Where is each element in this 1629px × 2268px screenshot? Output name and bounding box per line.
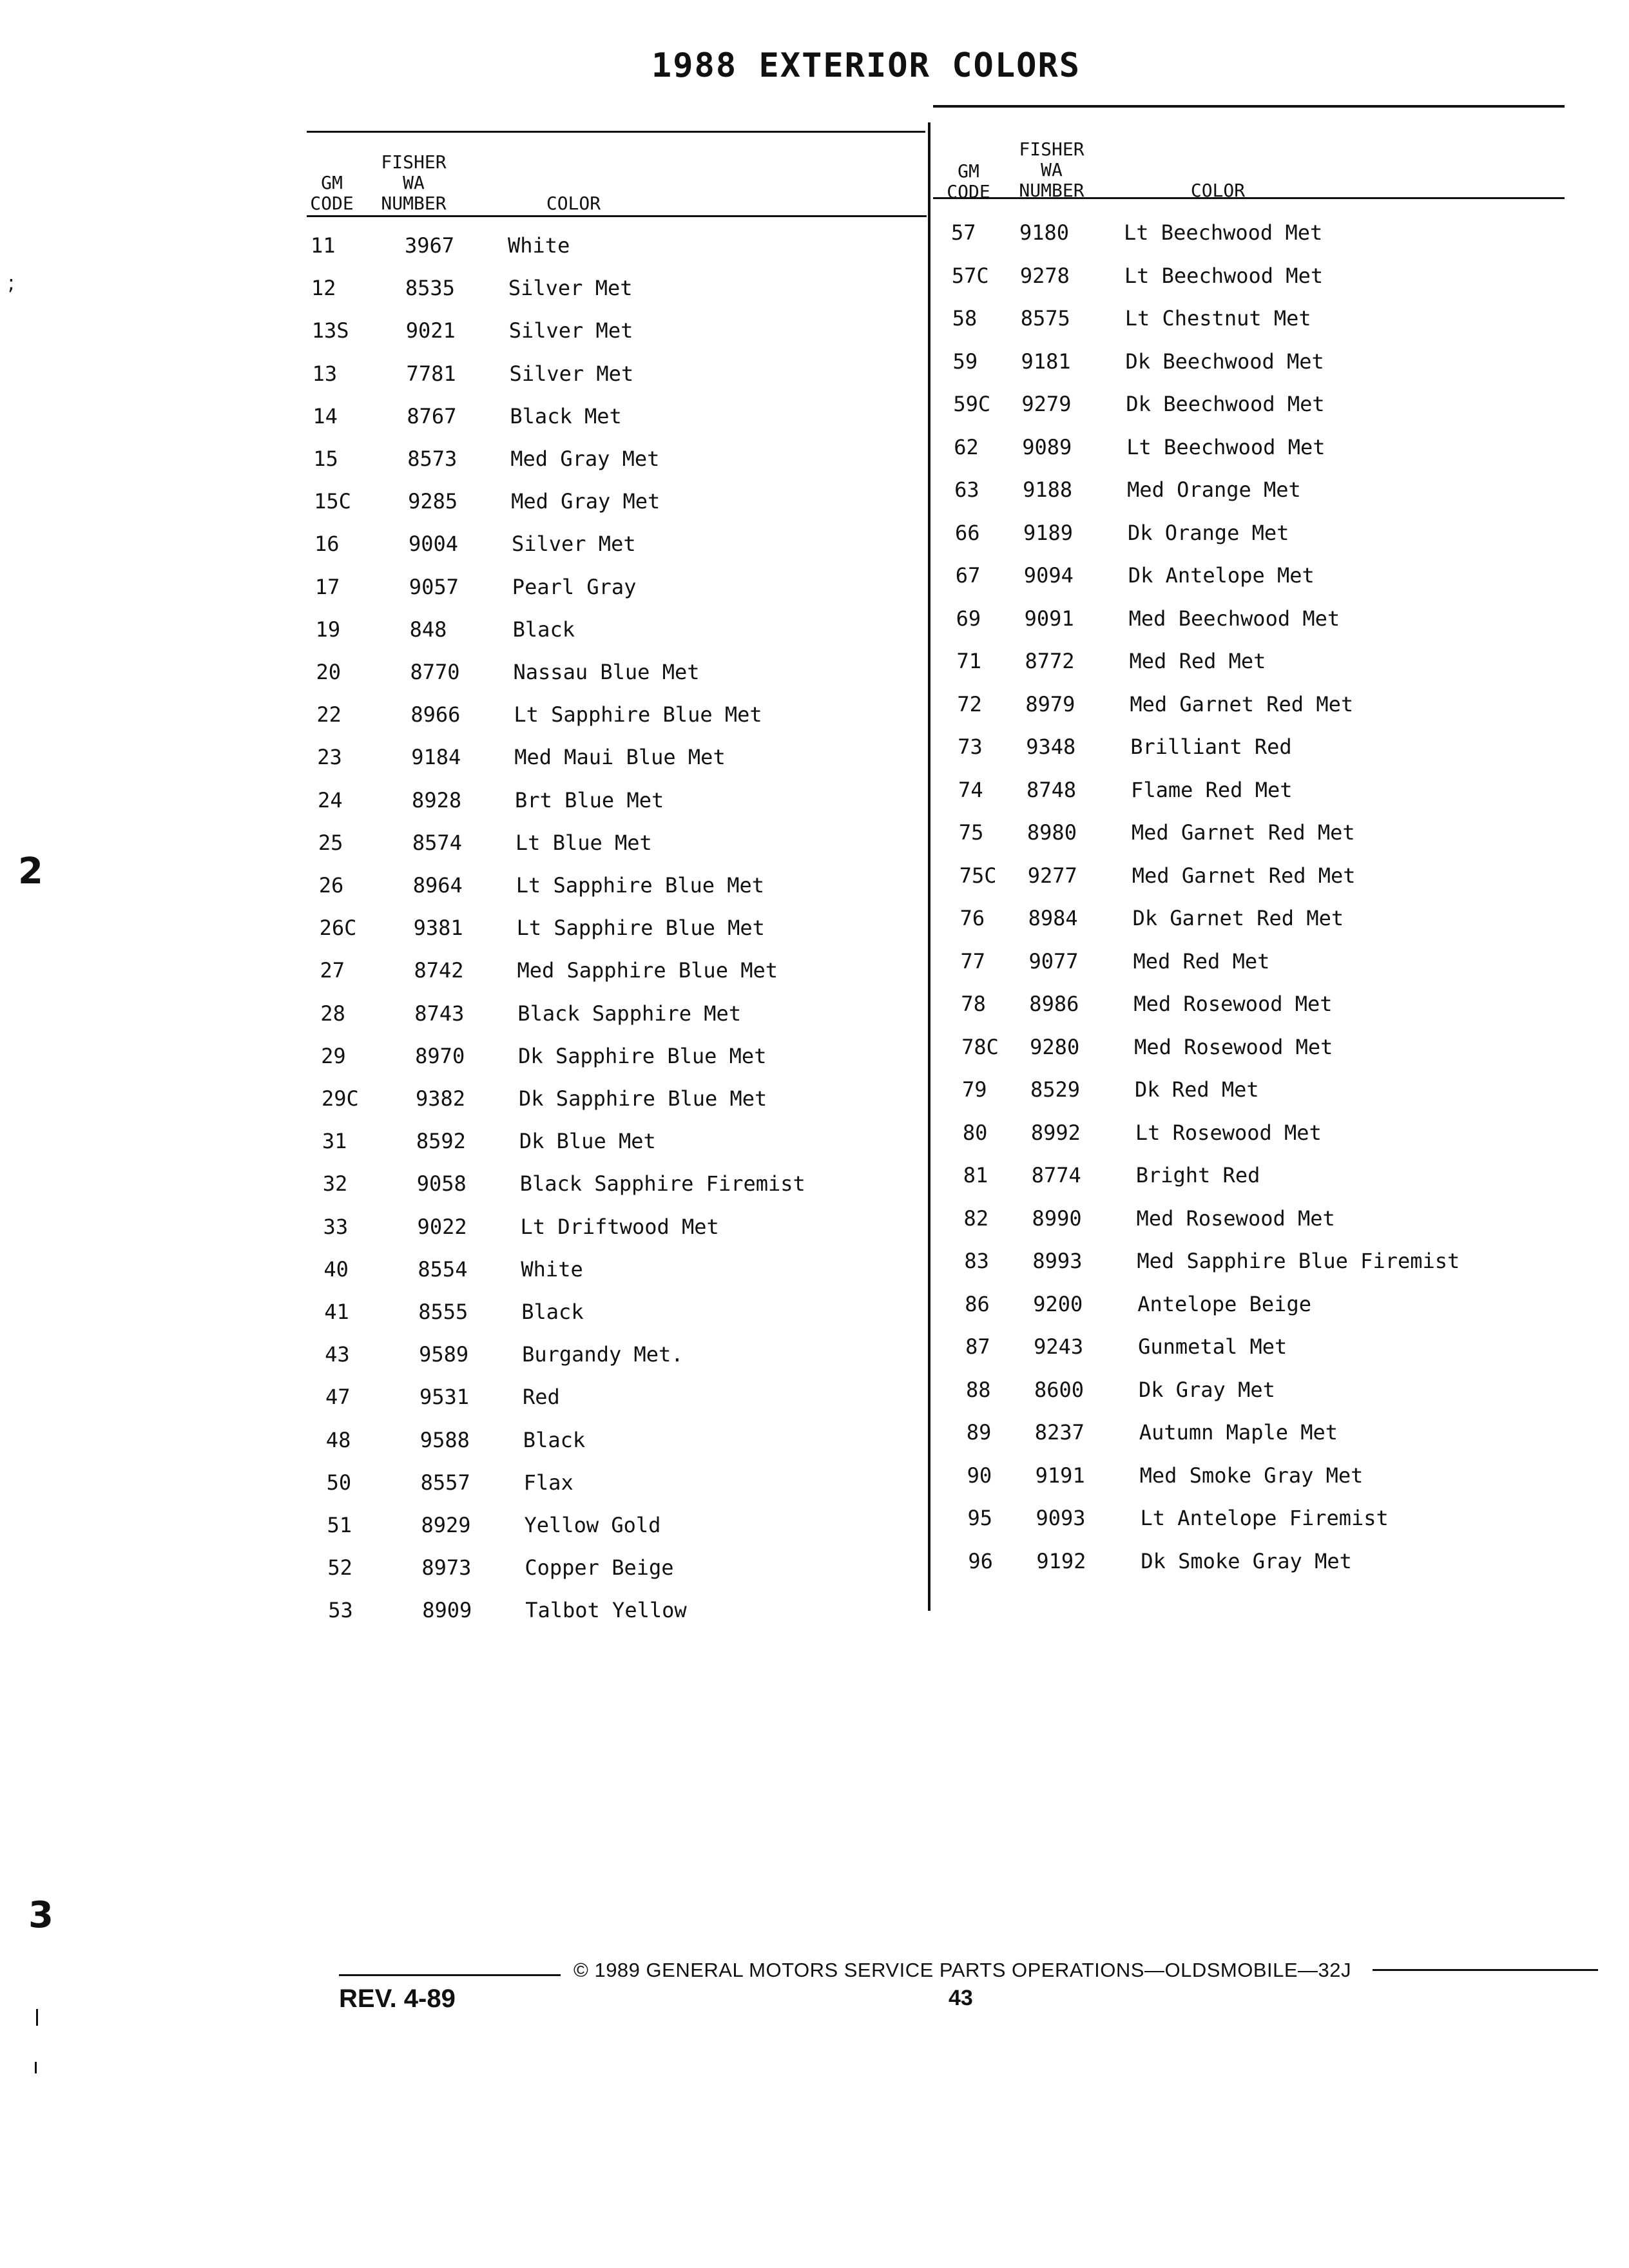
table-row [0, 692, 1629, 718]
color-name-cell: Flame Red Met [1131, 777, 1293, 802]
gm-code-cell: 81 [963, 1163, 988, 1187]
footer-copyright: © 1989 GENERAL MOTORS SERVICE PARTS OPERATIONS—OLDSMOBILE—32J [574, 1959, 1352, 1981]
table-row [0, 1120, 1629, 1146]
gm-code-cell: 27 [320, 958, 345, 983]
table-row [0, 1420, 1629, 1446]
gm-code-cell: 77 [960, 948, 985, 974]
wa-number-cell: 3967 [405, 233, 455, 258]
wa-number-cell: 9381 [413, 916, 463, 941]
color-name-cell: Yellow Gold [524, 1513, 661, 1537]
gm-code-cell: 73 [958, 735, 983, 759]
wa-number-cell: 9189 [1023, 520, 1073, 545]
gm-code-cell: 66 [954, 520, 980, 545]
gm-code-cell: 24 [318, 787, 343, 812]
header-fisher-line3: NUMBER [1019, 180, 1084, 201]
footer-rule-right [1373, 1969, 1598, 1971]
color-name-cell: Med Sapphire Blue Firemist [1137, 1249, 1460, 1273]
wa-number-cell: 8774 [1031, 1163, 1081, 1187]
table-row [0, 264, 1629, 289]
gm-code-cell: 82 [963, 1206, 989, 1231]
gm-code-cell: 15C [314, 489, 351, 514]
wa-number-cell: 8964 [412, 873, 463, 898]
gm-code-cell: 57C [951, 263, 989, 288]
color-name-cell: Lt Beechwood Met [1124, 263, 1324, 288]
color-name-cell: Med Rosewood Met [1136, 1206, 1335, 1231]
wa-number-cell: 8980 [1027, 820, 1077, 845]
table-row [0, 906, 1629, 932]
table-row [0, 563, 1629, 589]
color-name-cell: Black Met [510, 403, 622, 428]
left-header-color: COLOR [546, 193, 601, 214]
wa-number-cell: 9181 [1021, 349, 1071, 374]
color-name-cell: Lt Beechwood Met [1126, 434, 1325, 459]
gm-code-cell: 25 [318, 830, 343, 855]
color-name-cell: Lt Sapphire Blue Met [516, 916, 765, 941]
table-row [0, 1549, 1629, 1575]
gm-code-cell: 58 [952, 306, 978, 331]
gm-code-cell: 80 [962, 1120, 988, 1145]
gm-code-cell: 33 [323, 1214, 349, 1239]
binding-mark-5 [35, 2062, 37, 2073]
gm-code-cell: 40 [323, 1256, 349, 1282]
wa-number-cell: 9188 [1023, 477, 1073, 502]
page-number: 43 [949, 1986, 973, 2010]
color-name-cell: Med Garnet Red Met [1131, 820, 1355, 845]
color-name-cell: Med Rosewood Met [1133, 992, 1333, 1016]
color-name-cell: Dk Gray Met [1138, 1377, 1275, 1402]
table-row [0, 477, 1629, 503]
color-name-cell: Dk Blue Met [519, 1129, 656, 1154]
gm-code-cell: 62 [954, 434, 979, 459]
color-name-cell: Med Orange Met [1127, 477, 1301, 502]
color-name-cell: Silver Met [508, 318, 633, 343]
wa-number-cell: 8555 [418, 1300, 468, 1324]
wa-number-cell: 9058 [416, 1171, 467, 1196]
wa-number-cell: 8529 [1030, 1077, 1081, 1102]
wa-number-cell: 8592 [416, 1129, 466, 1154]
wa-number-cell: 8767 [407, 403, 457, 428]
table-row [0, 1334, 1629, 1360]
right-header-color: COLOR [1190, 180, 1246, 201]
color-name-cell: Flax [523, 1470, 574, 1495]
gm-code-cell: 16 [314, 532, 340, 557]
gm-code-cell: 96 [968, 1548, 993, 1573]
gm-code-cell: 29 [321, 1043, 346, 1068]
color-name-cell: Dk Antelope Met [1128, 563, 1315, 588]
table-row [0, 992, 1629, 1017]
table-row [0, 649, 1629, 675]
table-row [0, 863, 1629, 889]
gm-code-cell: 67 [955, 563, 981, 588]
gm-code-cell: 19 [315, 617, 341, 642]
color-name-cell: Brilliant Red [1130, 735, 1292, 759]
wa-number-cell: 7781 [406, 361, 456, 386]
table-row [0, 1077, 1629, 1103]
wa-number-cell: 9089 [1022, 434, 1072, 459]
gm-code-cell: 28 [320, 1001, 345, 1026]
table-row [0, 820, 1629, 846]
gm-code-cell: 86 [965, 1291, 990, 1316]
table-row [0, 949, 1629, 975]
wa-number-cell: 9278 [1019, 263, 1070, 288]
wa-number-cell: 8573 [407, 447, 458, 471]
wa-number-cell: 9004 [408, 532, 458, 557]
table-row [0, 735, 1629, 760]
color-name-cell: Med Maui Blue Met [514, 745, 726, 770]
color-name-cell: Dk Beechwood Met [1126, 392, 1325, 416]
table-row [0, 1163, 1629, 1189]
table-row [0, 778, 1629, 803]
color-name-cell: Silver Met [511, 532, 636, 557]
gm-code-cell: 20 [316, 660, 342, 684]
wa-number-cell: 9277 [1027, 863, 1077, 888]
color-name-cell: Lt Antelope Firemist [1140, 1506, 1389, 1530]
header-fisher-line1: FISHER [381, 151, 447, 173]
gm-code-cell: 76 [959, 906, 985, 930]
gm-code-cell: 79 [962, 1077, 987, 1102]
gm-code-cell: 57 [951, 220, 976, 245]
wa-number-cell: 8973 [421, 1555, 472, 1581]
table-row [0, 1292, 1629, 1318]
color-name-cell: Red [522, 1385, 560, 1410]
gm-code-cell: 59 [952, 349, 978, 374]
color-name-cell: Med Garnet Red Met [1130, 691, 1354, 716]
wa-number-cell: 8770 [410, 660, 460, 684]
gm-code-cell: 71 [956, 649, 982, 673]
binding-mark-2: 2 [18, 850, 43, 892]
wa-number-cell: 9057 [409, 574, 459, 599]
wa-number-cell: 9094 [1023, 563, 1074, 588]
binding-mark-1: ; [8, 271, 15, 295]
footer-revision: REV. 4-89 [339, 1984, 456, 2013]
gm-code-cell: 26 [318, 873, 344, 898]
wa-number-cell: 8984 [1028, 906, 1078, 930]
wa-number-cell: 9077 [1028, 948, 1079, 974]
wa-number-cell: 8979 [1025, 691, 1075, 716]
binding-mark-4 [36, 2009, 38, 2026]
header-gm-line1: GM [958, 160, 979, 182]
color-name-cell: Lt Beechwood Met [1124, 220, 1323, 245]
color-name-cell: Lt Blue Met [515, 830, 652, 855]
color-name-cell: Burgandy Met. [522, 1342, 684, 1367]
gm-code-cell: 29C [322, 1086, 359, 1111]
table-row [0, 521, 1629, 546]
color-name-cell: Med Garnet Red Met [1132, 863, 1356, 888]
wa-number-cell: 9184 [411, 745, 461, 770]
wa-number-cell: 8574 [412, 830, 462, 855]
gm-code-cell: 48 [325, 1427, 351, 1452]
gm-code-cell: 88 [965, 1377, 991, 1402]
wa-number-cell: 9279 [1021, 392, 1072, 416]
color-name-cell: Lt Rosewood Met [1135, 1120, 1322, 1145]
wa-number-cell: 8990 [1032, 1206, 1082, 1231]
color-name-cell: Talbot Yellow [525, 1598, 687, 1623]
wa-number-cell: 8772 [1025, 649, 1075, 673]
table-row [0, 1506, 1629, 1532]
color-name-cell: Silver Met [509, 361, 634, 386]
gm-code-cell: 23 [317, 745, 342, 770]
wa-number-cell: 9180 [1019, 220, 1070, 245]
color-name-cell: Dk Sapphire Blue Met [519, 1086, 767, 1111]
gm-code-cell: 78C [961, 1034, 999, 1059]
table-row [0, 606, 1629, 632]
wa-number-cell: 8929 [421, 1513, 471, 1537]
color-name-cell: Nassau Blue Met [513, 660, 700, 684]
table-row [0, 1378, 1629, 1403]
color-name-cell: Dk Red Met [1135, 1077, 1259, 1102]
header-fisher-line1: FISHER [1019, 139, 1084, 160]
wa-number-cell: 9200 [1033, 1291, 1083, 1316]
wa-number-cell: 8535 [405, 276, 455, 301]
gm-code-cell: 26C [319, 916, 357, 941]
color-name-cell: Med Smoke Gray Met [1139, 1463, 1364, 1488]
table-row [0, 1463, 1629, 1489]
wa-number-cell: 8743 [414, 1001, 465, 1026]
color-name-cell: Lt Chestnut Met [1124, 306, 1311, 331]
wa-number-cell: 9091 [1024, 606, 1074, 631]
gm-code-cell: 13 [312, 361, 338, 386]
wa-number-cell: 848 [409, 617, 447, 642]
wa-number-cell: 8748 [1027, 777, 1077, 802]
wa-number-cell: 8986 [1029, 992, 1079, 1016]
table-row [0, 306, 1629, 332]
footer-rule-left [339, 1974, 561, 1976]
wa-number-cell: 8992 [1030, 1120, 1081, 1145]
gm-code-cell: 15 [313, 447, 338, 471]
color-name-cell: Brt Blue Met [515, 787, 664, 812]
table-row [0, 220, 1629, 246]
table-row [0, 1035, 1629, 1061]
wa-number-cell: 9243 [1034, 1334, 1084, 1359]
gm-code-cell: 87 [965, 1334, 990, 1359]
wa-number-cell: 9022 [417, 1214, 467, 1239]
gm-code-cell: 72 [957, 691, 982, 716]
color-name-cell: Med Red Met [1129, 649, 1266, 673]
table-row [0, 392, 1629, 418]
color-name-cell: White [521, 1256, 583, 1282]
wa-number-cell: 8554 [418, 1256, 468, 1282]
color-name-cell: Black Sapphire Firemist [519, 1171, 805, 1196]
table-row [0, 349, 1629, 375]
gm-code-cell: 41 [324, 1300, 349, 1324]
gm-code-cell: 89 [966, 1420, 992, 1445]
gm-code-cell: 14 [313, 403, 338, 428]
gm-code-cell: 17 [314, 574, 340, 599]
wa-number-cell: 9382 [416, 1086, 466, 1111]
table-row [0, 435, 1629, 461]
color-name-cell: Copper Beige [525, 1555, 674, 1581]
header-fisher-line2: WA [1041, 159, 1063, 180]
wa-number-cell: 8966 [410, 702, 461, 727]
wa-number-cell: 9531 [419, 1385, 469, 1410]
color-name-cell: Black [521, 1300, 584, 1324]
gm-code-cell: 75C [959, 863, 997, 888]
gm-code-cell: 53 [328, 1598, 353, 1623]
color-name-cell: Black [523, 1427, 586, 1452]
header-fisher-line3: NUMBER [381, 193, 447, 214]
color-name-cell: Med Red Met [1133, 948, 1270, 974]
gm-code-cell: 47 [325, 1385, 351, 1410]
color-name-cell: Bright Red [1135, 1163, 1260, 1187]
color-name-cell: Dk Orange Met [1127, 520, 1289, 545]
color-name-cell: Med Gray Met [511, 489, 660, 514]
gm-code-cell: 13S [311, 318, 349, 343]
wa-number-cell: 8993 [1032, 1249, 1083, 1273]
color-name-cell: Dk Beechwood Met [1125, 349, 1324, 374]
wa-number-cell: 9348 [1026, 735, 1076, 759]
wa-number-cell: 8742 [414, 958, 464, 983]
wa-number-cell: 9285 [408, 489, 458, 514]
binding-mark-3: 3 [28, 1894, 53, 1936]
color-name-cell: Med Sapphire Blue Met [517, 958, 778, 983]
color-name-cell: Autumn Maple Met [1139, 1420, 1338, 1445]
wa-number-cell: 8237 [1034, 1420, 1084, 1445]
wa-number-cell: 8557 [420, 1470, 470, 1495]
wa-number-cell: 9280 [1030, 1034, 1080, 1059]
gm-code-cell: 51 [327, 1513, 352, 1537]
color-name-cell: Dk Garnet Red Met [1132, 906, 1344, 930]
gm-code-cell: 95 [967, 1506, 993, 1530]
wa-number-cell: 9588 [419, 1427, 470, 1452]
gm-code-cell: 69 [956, 606, 981, 631]
gm-code-cell: 43 [325, 1342, 350, 1367]
page-title: 1988 EXTERIOR COLORS [651, 46, 1081, 85]
color-name-cell: Lt Sapphire Blue Met [516, 873, 765, 898]
color-name-cell: Dk Smoke Gray Met [1141, 1548, 1352, 1573]
header-gm-line2: CODE [310, 193, 354, 214]
color-name-cell: Gunmetal Met [1138, 1334, 1287, 1359]
color-name-cell: Black [512, 617, 575, 642]
gm-code-cell: 90 [967, 1463, 992, 1488]
wa-number-cell: 9093 [1036, 1506, 1086, 1530]
color-name-cell: Dk Sapphire Blue Met [518, 1043, 767, 1068]
wa-number-cell: 8970 [415, 1043, 465, 1068]
gm-code-cell: 31 [322, 1129, 347, 1154]
header-fisher-line2: WA [403, 172, 425, 193]
gm-code-cell: 32 [322, 1171, 348, 1196]
color-name-cell: Med Gray Met [510, 447, 660, 471]
wa-number-cell: 8575 [1020, 306, 1070, 331]
gm-code-cell: 22 [316, 702, 342, 727]
gm-code-cell: 50 [326, 1470, 352, 1495]
wa-number-cell: 9589 [419, 1342, 469, 1367]
gm-code-cell: 83 [964, 1249, 989, 1273]
color-name-cell: Lt Sapphire Blue Met [514, 702, 762, 727]
color-name-cell: Med Beechwood Met [1128, 606, 1340, 631]
color-name-cell: Antelope Beige [1137, 1291, 1311, 1316]
header-gm-line2: CODE [947, 181, 990, 202]
color-name-cell: Silver Met [508, 276, 633, 301]
gm-code-cell: 74 [958, 777, 983, 802]
color-name-cell: Lt Driftwood Met [520, 1214, 719, 1239]
gm-code-cell: 12 [311, 276, 336, 301]
gm-code-cell: 63 [954, 477, 979, 502]
header-gm-line1: GM [321, 172, 343, 193]
color-name-cell: White [508, 233, 570, 258]
table-row [0, 1206, 1629, 1232]
wa-number-cell: 8909 [422, 1598, 472, 1623]
gm-code-cell: 11 [311, 233, 336, 258]
color-name-cell: Med Rosewood Met [1134, 1034, 1333, 1059]
table-row [0, 1249, 1629, 1274]
gm-code-cell: 59C [953, 392, 991, 416]
wa-number-cell: 8600 [1034, 1377, 1084, 1402]
color-name-cell: Black Sapphire Met [517, 1001, 742, 1026]
wa-number-cell: 9191 [1035, 1463, 1085, 1488]
color-name-cell: Pearl Gray [512, 574, 637, 599]
wa-number-cell: 9192 [1036, 1548, 1086, 1573]
gm-code-cell: 52 [327, 1555, 352, 1581]
wa-number-cell: 9021 [405, 318, 456, 343]
wa-number-cell: 8928 [412, 787, 462, 812]
gm-code-cell: 75 [958, 820, 984, 845]
gm-code-cell: 78 [961, 992, 986, 1016]
